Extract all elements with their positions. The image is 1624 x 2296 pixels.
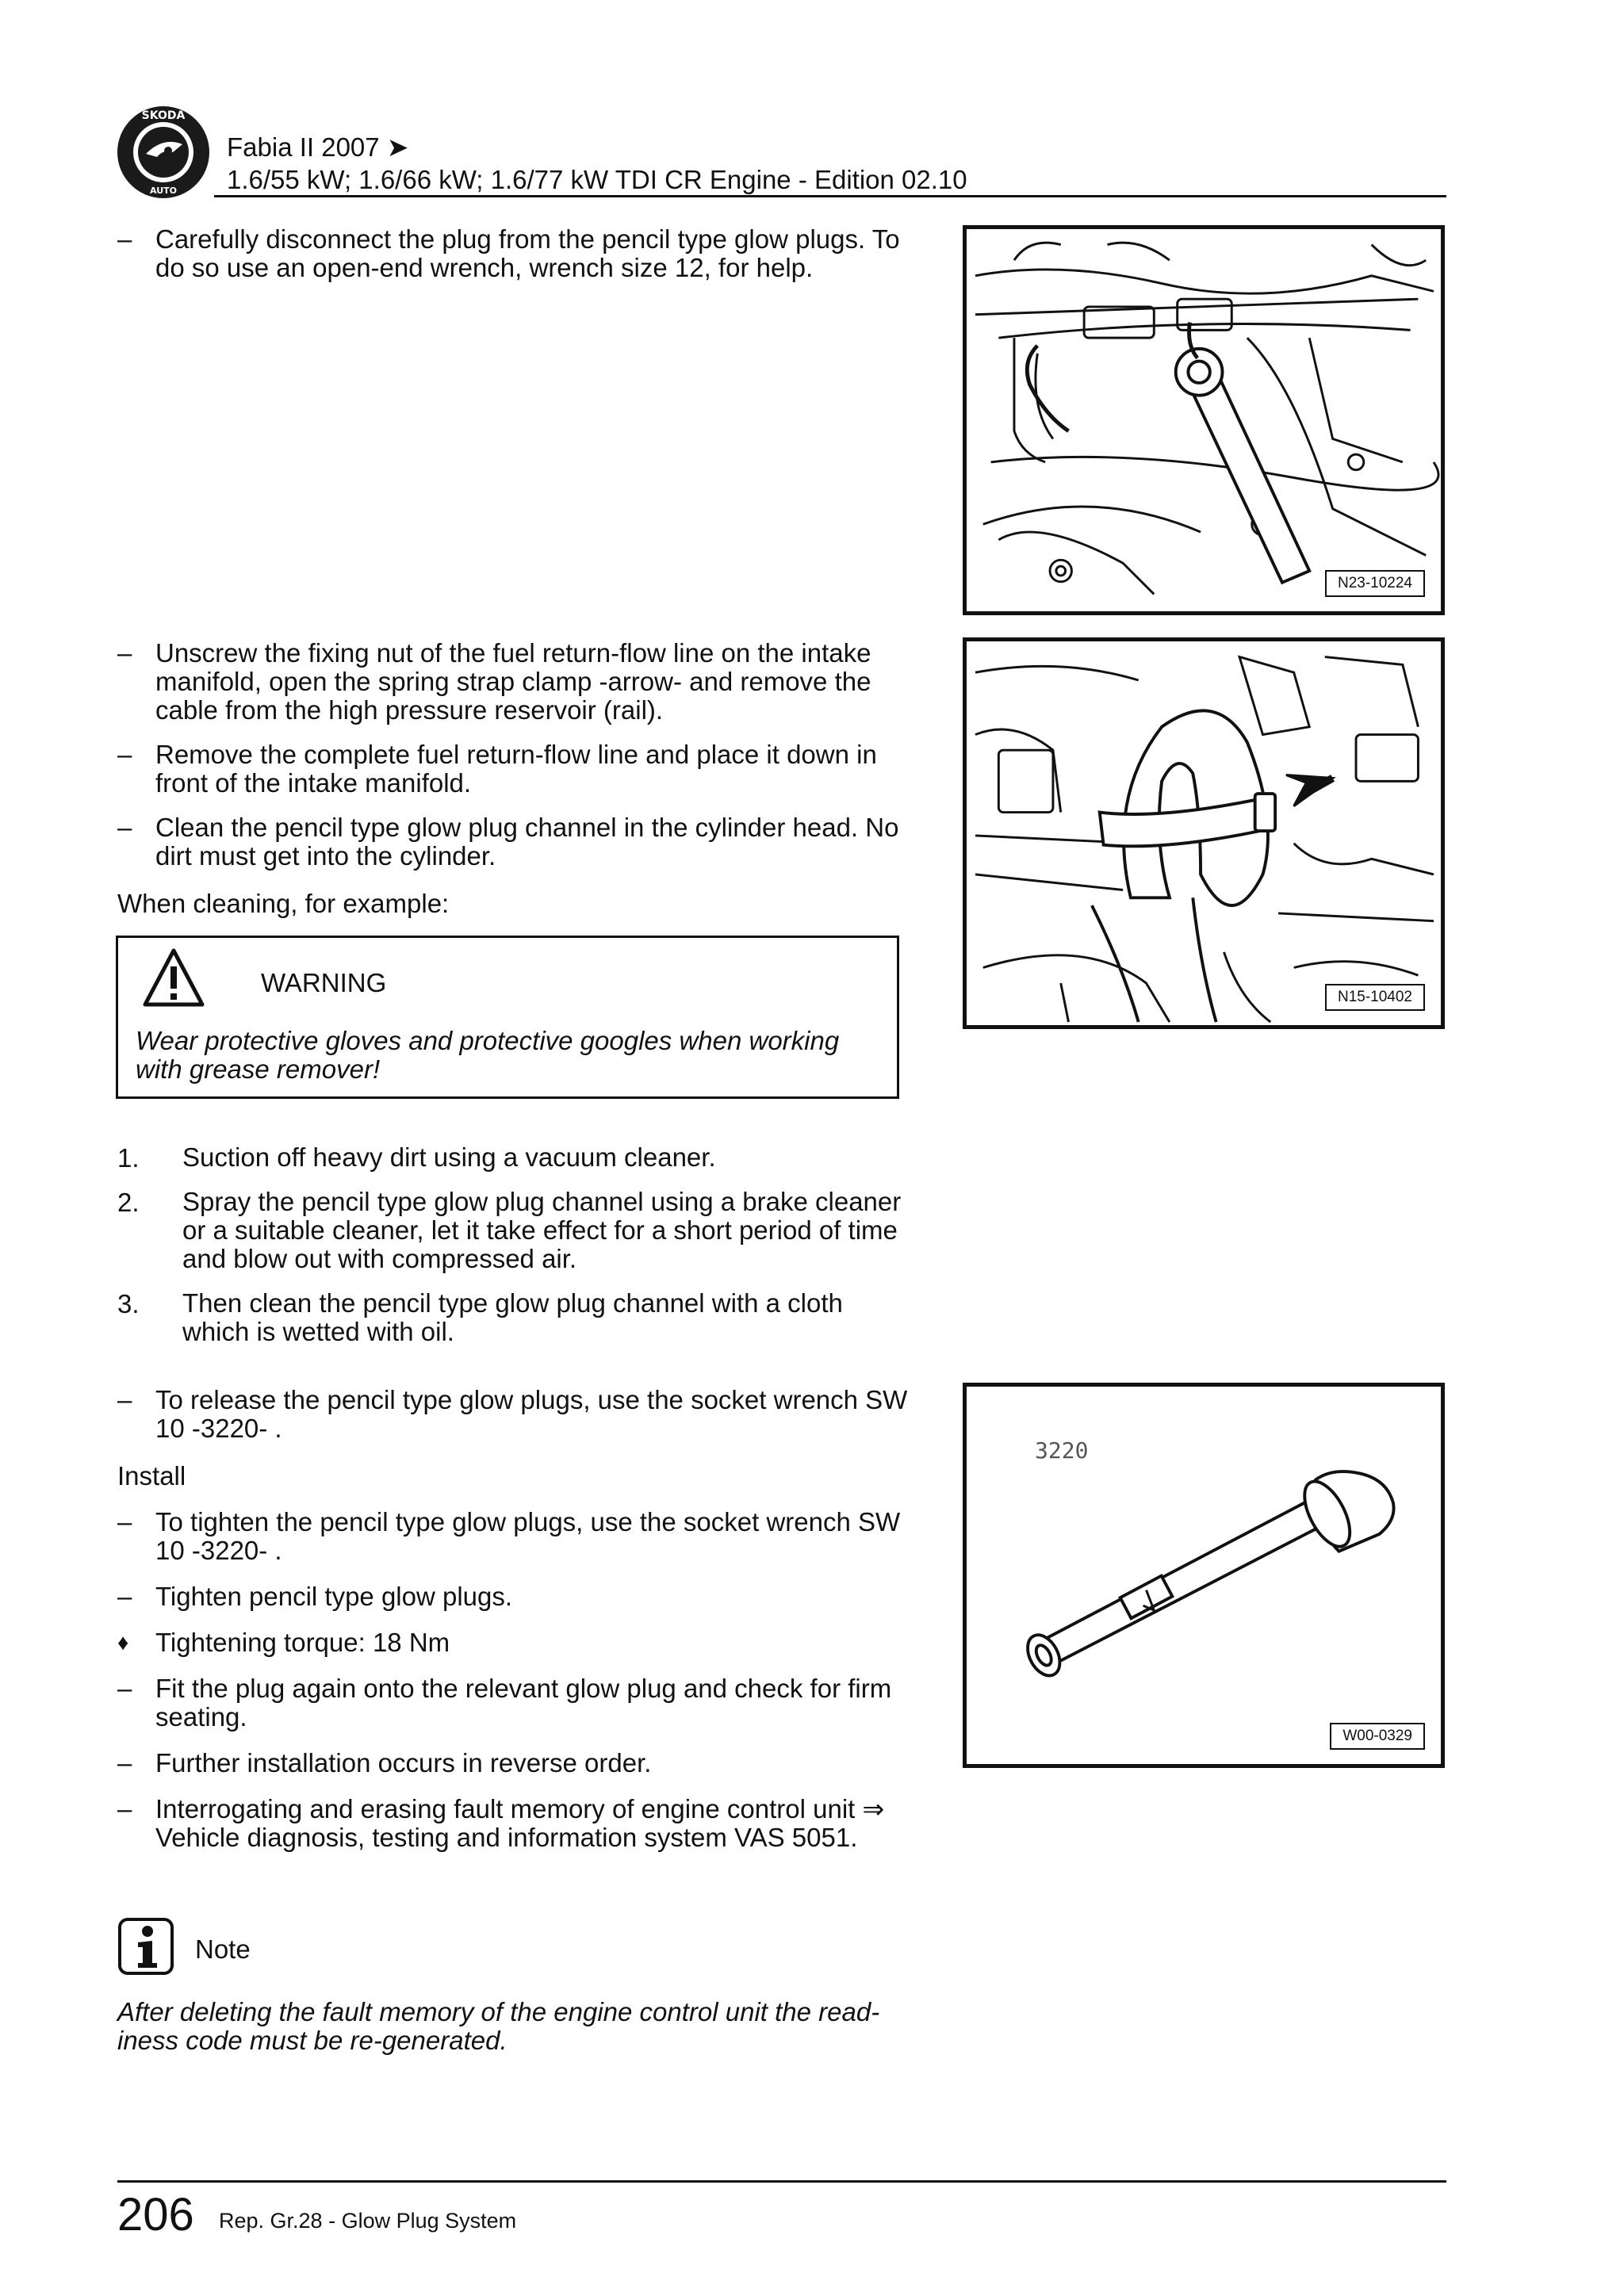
figure-socket-wrench [963, 1383, 1445, 1768]
doc-subtitle: 1.6/55 kW; 1.6/66 kW; 1.6/77 kW TDI CR Engine - Edition 02.10 [227, 165, 967, 194]
step-reverse-order: Further installation occurs in reverse order. [155, 1748, 652, 1777]
list-item-vacuum: Suction off heavy dirt using a vacuum cleaner. [182, 1142, 716, 1172]
dash-bullet: – [117, 1794, 132, 1823]
dash-bullet: – [117, 1507, 132, 1536]
list-number: 1. [117, 1143, 140, 1173]
step-unscrew-nut: Unscrew the fixing nut of the fuel return-flow line on the intake manifold, open the spring strap clamp -arrow- and remove the cable from the high pressure reservoir (rail). [155, 638, 871, 725]
step-tighten-plugs: Tighten pencil type glow plugs. [155, 1582, 513, 1611]
footer-rule [117, 2180, 1446, 2183]
warning-title: WARNING [261, 968, 387, 997]
dash-bullet: – [117, 1748, 132, 1777]
engine-wrench-illustration [967, 229, 1441, 611]
dash-bullet: – [117, 813, 132, 842]
step-tighten-wrench: To tighten the pencil type glow plugs, use the socket wrench SW 10 -3220- . [155, 1507, 901, 1565]
diamond-bullet: ♦ [117, 1630, 129, 1655]
page-number: 206 [117, 2189, 194, 2241]
dash-bullet: – [117, 1674, 132, 1703]
logo-text-bottom: AUTO [150, 186, 177, 196]
figure-label: N23-10224 [1325, 570, 1425, 597]
dash-bullet: – [117, 740, 132, 769]
note-body: After deleting the fault memory of the engine control unit the read-iness code must be re-generated. [117, 1997, 880, 2055]
dash-bullet: – [117, 1385, 132, 1414]
step-disconnect-plug: Carefully disconnect the plug from the pencil type glow plugs. To do so use an open-end wrench, wrench size 12, for help. [155, 224, 900, 282]
list-number: 2. [117, 1188, 140, 1217]
fuel-line-illustration [967, 641, 1441, 1025]
skoda-logo [116, 105, 211, 200]
torque-spec: Tightening torque: 18 Nm [155, 1628, 450, 1657]
dash-bullet: – [117, 224, 132, 254]
warning-icon [142, 947, 205, 1008]
header-rule [214, 195, 1446, 197]
step-fit-plug: Fit the plug again onto the relevant glow plug and check for firm seating. [155, 1674, 892, 1732]
list-item-spray: Spray the pencil type glow plug channel using a brake cleaner or a suitable cleaner, let it take effect for a short period of time and blow out with compressed air. [182, 1187, 902, 1273]
tool-part-number: 3220 [1035, 1437, 1089, 1464]
warning-box [116, 936, 899, 1099]
list-number: 3. [117, 1289, 140, 1318]
dash-bullet: – [117, 1582, 132, 1611]
cleaning-intro: When cleaning, for example: [117, 889, 450, 918]
info-icon [117, 1917, 174, 1976]
install-heading: Install [117, 1461, 186, 1490]
figure-fuel-line-clamp [963, 637, 1445, 1029]
list-item-cloth: Then clean the pencil type glow plug channel with a cloth which is wetted with oil. [182, 1288, 843, 1346]
figure-glow-plug-wrench [963, 225, 1445, 615]
step-fault-memory: Interrogating and erasing fault memory of engine control unit ⇒ Vehicle diagnosis, testing and information system VAS 5051. [155, 1794, 885, 1852]
warning-body: Wear protective gloves and protective googles when working with grease remover! [136, 1026, 840, 1084]
logo-text-top: SKODA [141, 109, 186, 122]
note-title: Note [195, 1934, 251, 1964]
step-remove-line: Remove the complete fuel return-flow line and place it down in front of the intake manifold. [155, 740, 877, 798]
step-release: To release the pencil type glow plugs, use the socket wrench SW 10 -3220- . [155, 1385, 908, 1443]
footer-section: Rep. Gr.28 - Glow Plug System [219, 2209, 517, 2233]
dash-bullet: – [117, 638, 132, 668]
figure-label: W00-0329 [1330, 1723, 1425, 1750]
figure-label: N15-10402 [1325, 984, 1425, 1011]
doc-title: Fabia II 2007 ➤ [227, 132, 409, 162]
step-clean-channel: Clean the pencil type glow plug channel in the cylinder head. No dirt must get into the cylinder. [155, 813, 899, 871]
